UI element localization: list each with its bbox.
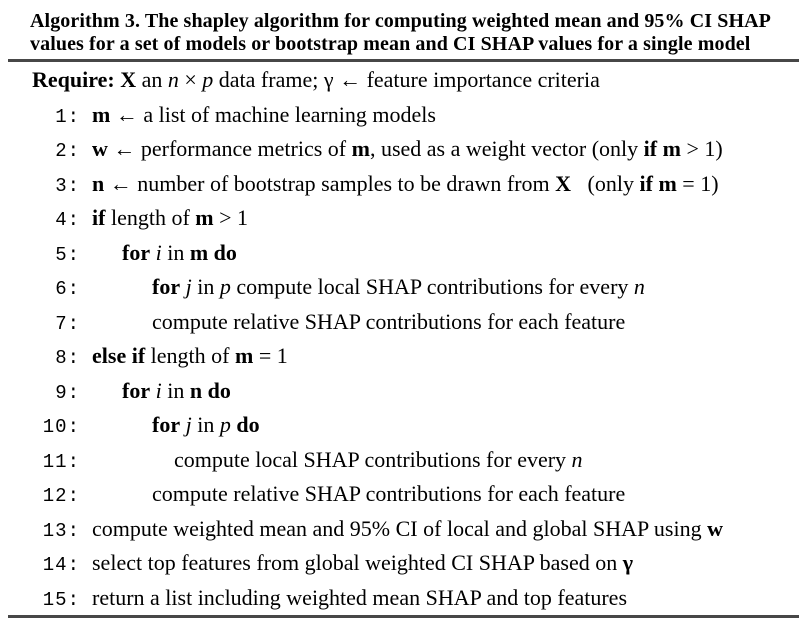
line-number: 10:: [42, 416, 80, 438]
line-content: [80, 516, 723, 541]
text-segment: m: [662, 136, 681, 161]
algorithm-line: [8, 339, 799, 374]
text-segment: ← number of bootstrap samples to be drawn from: [104, 170, 556, 196]
algorithm-line: [8, 305, 799, 340]
text-segment: m: [658, 170, 677, 196]
text-segment: compute relative SHAP contributions for each feature: [152, 481, 626, 506]
algorithm-line: [8, 270, 799, 305]
line-number: 8:: [55, 347, 80, 369]
text-segment: (only: [571, 170, 640, 196]
line-content: [80, 171, 719, 196]
text-segment: i: [155, 377, 162, 403]
text-segment: p: [219, 412, 231, 437]
text-segment: X: [120, 67, 137, 92]
line-number: 5:: [55, 243, 80, 266]
text-segment: if: [92, 205, 106, 230]
text-segment: = 1): [676, 170, 719, 196]
algorithm-line: [8, 477, 799, 512]
text-segment: n: [92, 170, 105, 196]
algorithm-line: [8, 236, 799, 271]
text-segment: in: [191, 274, 220, 299]
text-segment: m: [351, 136, 370, 161]
algorithm-line: [8, 374, 799, 409]
text-segment: compute weighted mean and 95% CI of local and global SHAP using: [92, 515, 708, 541]
algorithm-line: [8, 581, 799, 616]
text-segment: > 1): [680, 136, 723, 161]
algorithm-line: [8, 443, 799, 478]
text-segment: for: [152, 412, 181, 437]
text-segment: j: [185, 274, 192, 299]
line-number: 1:: [55, 105, 80, 128]
line-content: [80, 550, 633, 575]
algorithm-line: [8, 408, 799, 443]
text-segment: X: [555, 170, 572, 196]
algorithm-line: [8, 201, 799, 236]
text-segment: ×: [178, 67, 203, 92]
line-content: [80, 205, 248, 230]
line-content: [80, 102, 436, 127]
line-number: 12:: [42, 485, 80, 507]
text-segment: n: [571, 446, 583, 472]
line-number: 4:: [55, 209, 80, 231]
bottom-rule: [8, 615, 799, 618]
text-segment: ← performance metrics of: [107, 136, 352, 161]
text-segment: for: [122, 239, 151, 265]
text-segment: = 1: [253, 343, 288, 368]
text-segment: if: [643, 136, 658, 161]
text-segment: γ: [622, 550, 634, 575]
line-number: 13:: [42, 519, 80, 542]
text-segment: an: [136, 67, 168, 92]
text-segment: do: [236, 412, 260, 437]
text-segment: in: [161, 239, 190, 265]
algorithm-line: [8, 512, 799, 547]
text-segment: compute local SHAP contributions for every: [230, 274, 634, 299]
line-content: [80, 585, 627, 610]
line-number: 3:: [55, 174, 80, 197]
line-number: 14:: [42, 554, 80, 576]
text-segment: m: [195, 205, 214, 230]
algorithm-line: [8, 167, 799, 202]
text-segment: length of: [145, 343, 235, 368]
text-segment: for: [122, 377, 151, 403]
algorithm-body: [8, 62, 799, 615]
line-content: [80, 378, 231, 403]
line-number: 15:: [42, 588, 80, 611]
text-segment: return a list including weighted mean SHAP and top features: [92, 584, 628, 610]
algorithm-title-line-2: values for a set of models or bootstrap mean and CI SHAP values for a single model: [30, 32, 751, 55]
text-segment: compute local SHAP contributions for every: [174, 446, 572, 472]
algorithm-line: [8, 546, 799, 581]
text-segment: > 1: [213, 205, 249, 230]
line-content: [80, 481, 625, 506]
text-segment: , used as a weight vector (only: [369, 136, 644, 161]
text-segment: for: [152, 274, 181, 299]
text-segment: length of: [105, 205, 196, 230]
line-content: [80, 343, 288, 368]
text-segment: Require:: [32, 67, 115, 92]
line-content: [80, 274, 645, 299]
text-segment: p: [202, 67, 214, 92]
line-content: [80, 447, 583, 472]
text-segment: else if: [92, 343, 146, 368]
line-number: 11:: [42, 450, 80, 473]
text-segment: ← a list of machine learning models: [110, 101, 436, 127]
text-segment: j: [185, 412, 192, 437]
line-content: [80, 136, 723, 161]
text-segment: i: [155, 239, 162, 265]
text-segment: compute relative SHAP contributions for each feature: [152, 308, 626, 334]
line-content: [80, 240, 237, 265]
text-segment: ← feature importance criteria: [333, 67, 600, 92]
line-content: [80, 309, 625, 334]
text-segment: select top features from global weighted CI SHAP based on: [92, 550, 623, 575]
text-segment: n: [633, 274, 645, 299]
text-segment: γ: [323, 67, 334, 92]
text-segment: in: [191, 412, 220, 437]
text-segment: p: [219, 274, 231, 299]
line-number: 9:: [55, 381, 80, 404]
text-segment: m: [92, 101, 111, 127]
line-number: 6:: [55, 278, 80, 300]
algorithm-line: [8, 98, 799, 133]
algorithm-line: [8, 132, 799, 167]
text-segment: n do: [189, 377, 231, 403]
text-segment: m do: [189, 239, 237, 265]
line-content: [80, 412, 260, 437]
text-segment: w: [707, 515, 723, 541]
text-segment: m: [234, 343, 254, 368]
text-segment: if: [639, 170, 653, 196]
algorithm-title: [8, 8, 799, 55]
text-segment: w: [92, 136, 108, 161]
require-line: [8, 63, 799, 98]
line-number: 7:: [55, 312, 80, 335]
require-line-content: [8, 67, 600, 92]
text-segment: data frame;: [213, 67, 324, 92]
line-number: 2:: [55, 140, 80, 162]
text-segment: n: [167, 67, 179, 92]
text-segment: in: [161, 377, 190, 403]
algorithm-title-line-1: Algorithm 3. The shapley algorithm for computing weighted mean and 95% CI SHAP: [30, 10, 771, 32]
